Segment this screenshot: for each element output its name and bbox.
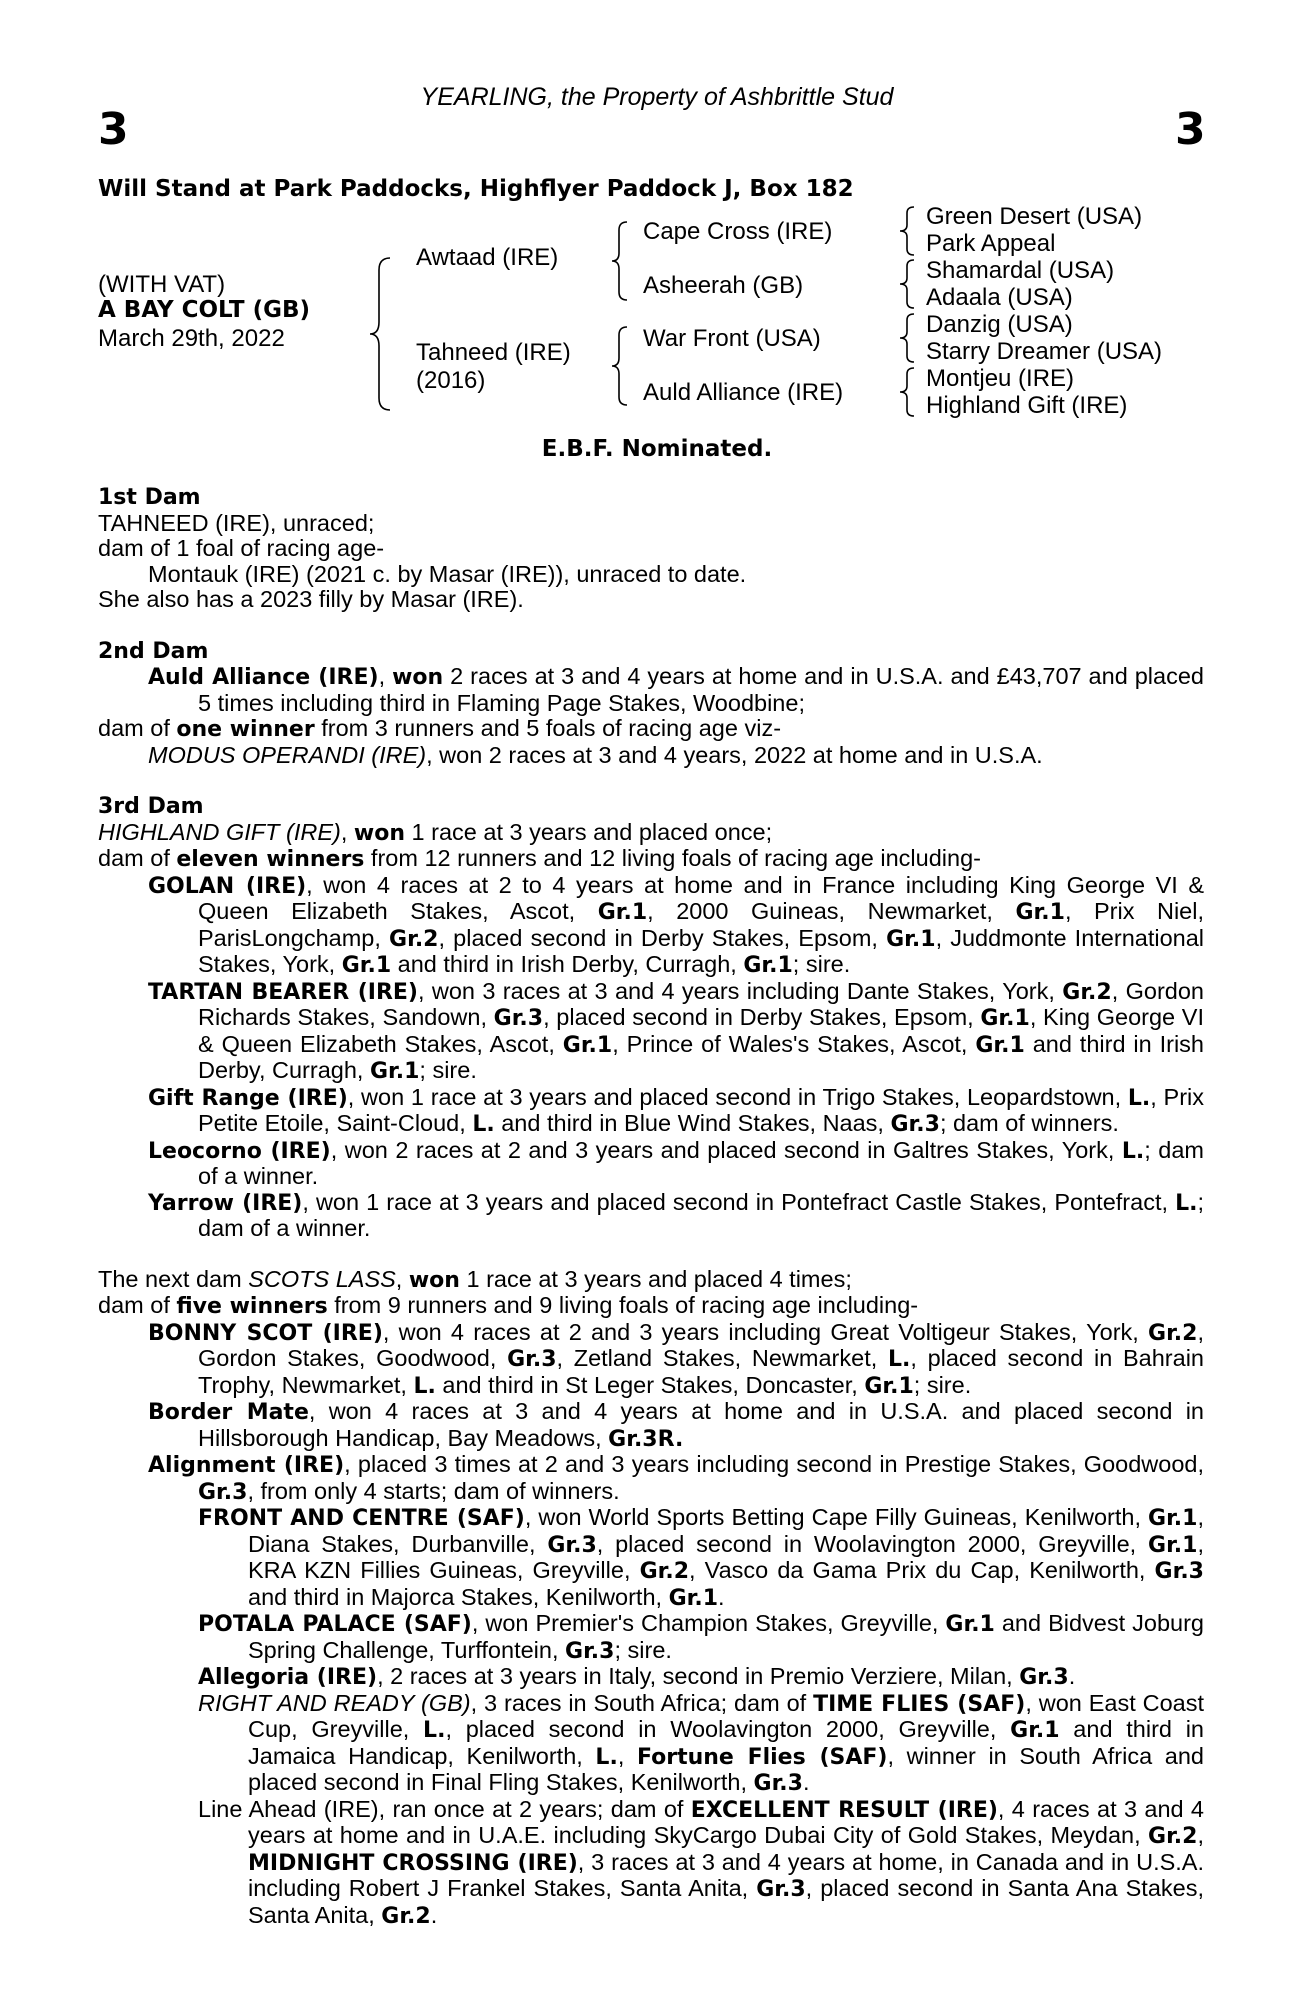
pedigree-g8: Highland Gift (IRE) bbox=[926, 392, 1128, 419]
first-dam-progeny: Montauk (IRE) (2021 c. by Masar (IRE)), unraced to date. bbox=[148, 560, 747, 587]
progeny-gift-range: Gift Range (IRE), won 1 race at 3 years and placed second in Trigo Stakes, Leopardstown, L., Prix Petite Etoile, Saint-Cloud, L. and third in Blue Wind Stakes, Naas, Gr.3; dam of winners. bbox=[148, 1083, 1204, 1137]
horse-dob: March 29th, 2022 bbox=[98, 325, 285, 352]
pedigree-dam-dam: Auld Alliance (IRE) bbox=[643, 379, 844, 406]
first-dam-note: She also has a 2023 filly by Masar (IRE). bbox=[98, 586, 524, 612]
progeny-bonny-scot: BONNY SCOT (IRE), won 4 races at 2 and 3 years including Great Voltigeur Stakes, York, Gr.2, Gordon Stakes, Goodwood, Gr.3, Zetland Stakes, Newmarket, L., placed second in Bahrain Trophy, Newmarket, L. and third in St Leger Stakes, Doncaster, Gr.1; sire. bbox=[148, 1318, 1204, 1399]
pedigree-g1: Green Desert (USA) bbox=[926, 203, 1143, 230]
pedigree-g4: Adaala (USA) bbox=[926, 284, 1073, 311]
lot-number-left: 3 bbox=[98, 104, 129, 155]
ebf-nominated: E.B.F. Nominated. bbox=[541, 436, 773, 462]
next-dam-foals: dam of five winners from 9 runners and 9 living foals of racing age including- bbox=[98, 1292, 919, 1319]
stand-location: Will Stand at Park Paddocks, Highflyer Paddock J, Box 182 bbox=[98, 176, 854, 202]
brace-g4 bbox=[898, 366, 918, 418]
brace-g1 bbox=[898, 205, 918, 257]
progeny-potala-palace: POTALA PALACE (SAF), won Premier's Champion Stakes, Greyville, Gr.1 and Bidvest Joburg Spring Challenge, Turffontein, Gr.3; sire. bbox=[198, 1610, 1205, 1664]
progeny-border-mate: Border Mate, won 4 races at 3 and 4 years at home and in U.S.A. and placed second in Hillsborough Handicap, Bay Meadows, Gr.3R. bbox=[148, 1398, 1204, 1452]
first-dam-line: TAHNEED (IRE), unraced; bbox=[98, 509, 375, 536]
progeny-tartan-bearer: TARTAN BEARER (IRE), won 3 races at 3 and 4 years including Dante Stakes, York, Gr.2, Gordon Richards Stakes, Sandown, Gr.3, placed second in Derby Stakes, Epsom, Gr.1, King George VI & Queen Elizabeth Stakes, Ascot, Gr.1, Prince of Wales's Stakes, Ascot, Gr.1 and third in Irish Derby, Curragh, Gr.1; sire. bbox=[148, 977, 1204, 1084]
third-dam-line: HIGHLAND GIFT (IRE), won 1 race at 3 years and placed once; bbox=[98, 818, 773, 846]
pedigree-g2: Park Appeal bbox=[926, 230, 1056, 257]
brace-dam bbox=[610, 325, 632, 407]
progeny-alignment: Alignment (IRE), placed 3 times at 2 and 3 years including second in Prestige Stakes, Goodwood, Gr.3, from only 4 starts; dam of winners. bbox=[148, 1451, 1204, 1505]
page-title: YEARLING, the Property of Ashbrittle Stud bbox=[420, 83, 894, 111]
lot-number-right: 3 bbox=[1175, 104, 1206, 155]
progeny-yarrow: Yarrow (IRE), won 1 race at 3 years and placed second in Pontefract Castle Stakes, Pontefract, L.; dam of a winner. bbox=[148, 1188, 1204, 1241]
pedigree-g5: Danzig (USA) bbox=[926, 311, 1073, 338]
progeny-right-and-ready: RIGHT AND READY (GB), 3 races in South Africa; dam of TIME FLIES (SAF), won East Coast Cup, Greyville, L., placed second in Woolavington 2000, Greyville, Gr.1 and third in Jamaica Handicap, Kenilworth, L., Fortune Flies (SAF), winner in South Africa and placed second in Final Fling Stakes, Kenilworth, Gr.3. bbox=[198, 1689, 1204, 1796]
brace-g2 bbox=[898, 258, 918, 310]
pedigree-dam-year: (2016) bbox=[416, 367, 486, 394]
progeny-leocorno: Leocorno (IRE), won 2 races at 2 and 3 years and placed second in Galtres Stakes, York, L.; dam of a winner. bbox=[148, 1136, 1204, 1189]
pedigree-notes bbox=[98, 484, 1204, 1929]
brace-main bbox=[368, 256, 396, 412]
second-dam-progeny: MODUS OPERANDI (IRE), won 2 races at 3 and 4 years, 2022 at home and in U.S.A. bbox=[148, 741, 1043, 768]
progeny-golan: GOLAN (IRE), won 4 races at 2 to 4 years at home and in France including King George VI & Queen Elizabeth Stakes, Ascot, Gr.1, 2000 Guineas, Newmarket, Gr.1, Prix Niel, ParisLongchamp, Gr.2, placed second in Derby Stakes, Epsom, Gr.1, Juddmonte International Stakes, York, Gr.1 and third in Irish Derby, Curragh, Gr.1; sire. bbox=[148, 871, 1205, 978]
third-dam-foals: dam of eleven winners from 12 runners and 12 living foals of racing age including- bbox=[98, 845, 981, 872]
next-dam-line: The next dam SCOTS LASS, won 1 race at 3 years and placed 4 times; bbox=[98, 1265, 852, 1293]
first-dam-heading: 1st Dam bbox=[98, 485, 201, 510]
progeny-line-ahead: Line Ahead (IRE), ran once at 2 years; dam of EXCELLENT RESULT (IRE), 4 races at 3 and 4 years at home and in U.A.E. including SkyCargo Dubai City of Gold Stakes, Meydan, Gr.2, MIDNIGHT CROSSING (IRE), 3 races at 3 and 4 years at home, in Canada and in U.S.A. including Robert J Frankel Stakes, Santa Anita, Gr.3, placed second in Santa Ana Stakes, Santa Anita, Gr.2. bbox=[198, 1795, 1205, 1929]
horse-name: A BAY COLT (GB) bbox=[98, 297, 311, 323]
second-dam-foals: dam of one winner from 3 runners and 5 foals of racing age viz- bbox=[98, 715, 782, 742]
first-dam-foals: dam of 1 foal of racing age- bbox=[98, 535, 385, 561]
progeny-front-and-centre: FRONT AND CENTRE (SAF), won World Sports Betting Cape Filly Guineas, Kenilworth, Gr.1, Diana Stakes, Durbanville, Gr.3, placed second in Woolavington 2000, Greyville, Gr.1, KRA KZN Fillies Guineas, Greyville, Gr.2, Vasco da Gama Prix du Cap, Kenilworth, Gr.3 and third in Majorca Stakes, Kenilworth, Gr.1. bbox=[198, 1504, 1204, 1611]
pedigree-sire: Awtaad (IRE) bbox=[416, 244, 559, 271]
pedigree-dam: Tahneed (IRE) bbox=[416, 339, 571, 366]
pedigree-g6: Starry Dreamer (USA) bbox=[926, 338, 1163, 365]
pedigree-sire-dam: Asheerah (GB) bbox=[643, 272, 804, 299]
brace-sire bbox=[610, 220, 632, 302]
pedigree-g3: Shamardal (USA) bbox=[926, 257, 1115, 284]
pedigree-dam-sire: War Front (USA) bbox=[643, 325, 821, 352]
brace-g3 bbox=[898, 312, 918, 364]
pedigree-g7: Montjeu (IRE) bbox=[926, 365, 1075, 392]
second-dam-heading: 2nd Dam bbox=[98, 638, 209, 664]
progeny-allegoria: Allegoria (IRE), 2 races at 3 years in Italy, second in Premio Verziere, Milan, Gr.3. bbox=[198, 1663, 1076, 1690]
pedigree-sire-sire: Cape Cross (IRE) bbox=[643, 218, 833, 245]
vat-note: (WITH VAT) bbox=[98, 271, 226, 298]
third-dam-heading: 3rd Dam bbox=[98, 794, 204, 819]
second-dam-line: Auld Alliance (IRE), won 2 races at 3 and 4 years at home and in U.S.A. and £43,707 and placed 5 times including third in Flaming Page Stakes, Woodbine; bbox=[148, 663, 1204, 716]
